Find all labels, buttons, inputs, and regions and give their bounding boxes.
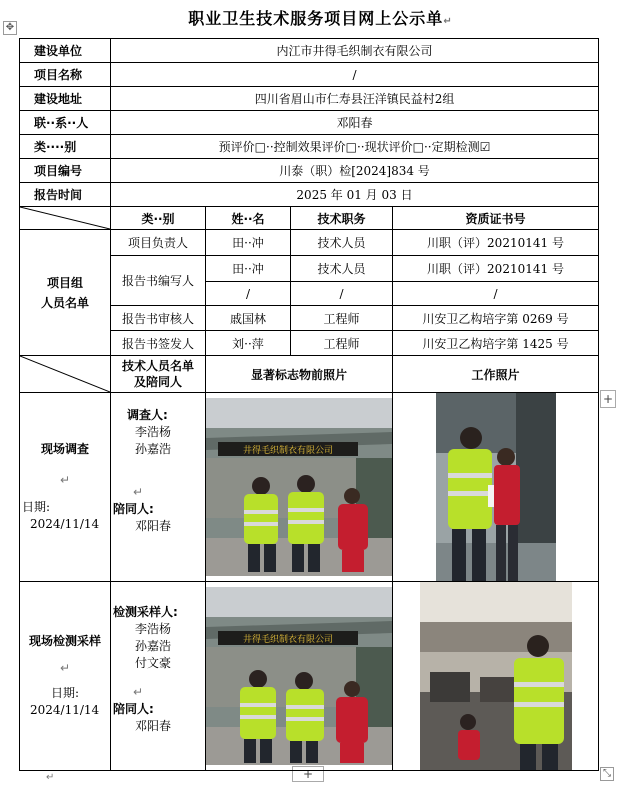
staff-title[interactable]: 工程师 bbox=[291, 331, 393, 356]
staff-header-category: 类··别 bbox=[111, 207, 206, 230]
add-column-button[interactable]: + bbox=[600, 390, 616, 408]
sampling-staff-cell: 检测采样人: 李浩杨 孙嘉浩 付文豪 ↵ 陪同人: 邓阳春 bbox=[111, 582, 206, 771]
sampling-work-photo[interactable] bbox=[420, 582, 572, 770]
sampler-name[interactable]: 付文豪 bbox=[135, 656, 172, 670]
page-title: 职业卫生技术服务项目网上公示单↵ bbox=[188, 9, 453, 28]
info-label: 项目编号 bbox=[20, 159, 111, 183]
diagonal-cell bbox=[20, 356, 111, 393]
diagonal-cell bbox=[20, 207, 111, 230]
info-row bbox=[20, 183, 599, 207]
staff-header-title: 技术职务 bbox=[291, 207, 393, 230]
survey-row bbox=[20, 393, 599, 582]
info-label: 建设地址 bbox=[20, 87, 111, 111]
info-row bbox=[20, 39, 599, 63]
sampler-name[interactable]: 孙嘉浩 bbox=[135, 639, 172, 653]
staff-title[interactable]: 技术人员 bbox=[291, 230, 393, 256]
staff-title[interactable]: 技术人员 bbox=[291, 256, 393, 282]
sampling-date: 2024/11/14 bbox=[30, 703, 100, 717]
info-row bbox=[20, 159, 599, 183]
staff-name[interactable]: 戚国林 bbox=[206, 306, 291, 331]
survey-label: 现场调查 bbox=[40, 442, 89, 456]
sampling-label-cell: 现场检测采样 ↵ 日期: 2024/11/14 bbox=[20, 582, 111, 771]
staff-cert[interactable]: 川职（评）20210141 号 bbox=[393, 256, 599, 282]
staff-role[interactable]: 项目负责人 bbox=[111, 230, 206, 256]
sampling-label: 现场检测采样 bbox=[28, 634, 101, 648]
companion-name[interactable]: 邓阳春 bbox=[135, 719, 172, 733]
info-label: 项目名称 bbox=[20, 63, 111, 87]
info-value[interactable]: 川泰（职）检[2024]834 号 bbox=[111, 159, 599, 183]
landmark-photo-header: 显著标志物前照片 bbox=[206, 356, 393, 393]
info-row bbox=[20, 87, 599, 111]
staff-name[interactable]: 刘··萍 bbox=[206, 331, 291, 356]
sampling-work-photo-cell[interactable] bbox=[393, 582, 599, 771]
staff-title[interactable]: 工程师 bbox=[291, 306, 393, 331]
investigator-name[interactable]: 孙嘉浩 bbox=[135, 442, 172, 456]
sign-text: 井得毛织制衣有限公司 bbox=[242, 446, 334, 456]
survey-landmark-photo[interactable] bbox=[206, 398, 393, 576]
companion-label: 陪同人: bbox=[113, 702, 154, 716]
staff-name[interactable]: 田··冲 bbox=[206, 230, 291, 256]
staff-name[interactable]: / bbox=[206, 282, 291, 306]
info-label: 建设单位 bbox=[20, 39, 111, 63]
survey-work-photo-cell[interactable] bbox=[393, 393, 599, 582]
companion-name[interactable]: 邓阳春 bbox=[135, 519, 172, 533]
photo-header-row bbox=[20, 356, 599, 393]
staff-cert[interactable]: 川安卫乙构培字第 0269 号 bbox=[393, 306, 599, 331]
sampling-date-label: 日期: bbox=[50, 686, 80, 700]
info-table bbox=[19, 38, 599, 771]
add-row-button[interactable]: + bbox=[292, 766, 324, 782]
staff-cert[interactable]: 川职（评）20210141 号 bbox=[393, 230, 599, 256]
table-move-handle[interactable]: ✥ bbox=[3, 21, 17, 35]
info-row bbox=[20, 135, 599, 159]
survey-staff-cell: 调查人: 李浩杨 孙嘉浩 ↵ 陪同人: 邓阳春 bbox=[111, 393, 206, 582]
survey-landmark-photo-cell[interactable] bbox=[206, 393, 393, 582]
info-value[interactable]: 2025 年 01 月 03 日 bbox=[111, 183, 599, 207]
staff-role[interactable]: 报告书编写人 bbox=[111, 256, 206, 306]
survey-date-label: 日期: bbox=[22, 500, 51, 514]
sign-text: 井得毛织制衣有限公司 bbox=[242, 635, 334, 645]
info-row bbox=[20, 63, 599, 87]
staff-list-header: 技术人员名单 及陪同人 bbox=[111, 356, 206, 393]
table-resize-handle[interactable]: ⤡ bbox=[600, 767, 614, 781]
info-label: 联··系··人 bbox=[20, 111, 111, 135]
staff-header-name: 姓··名 bbox=[206, 207, 291, 230]
info-row bbox=[20, 111, 599, 135]
work-photo-header: 工作照片 bbox=[393, 356, 599, 393]
staff-cert[interactable]: 川安卫乙构培字第 1425 号 bbox=[393, 331, 599, 356]
info-value[interactable]: 内江市井得毛织制衣有限公司 bbox=[111, 39, 599, 63]
staff-title[interactable]: / bbox=[291, 282, 393, 306]
category-checkboxes[interactable]: 预评价□··控制效果评价□··现状评价□··定期检测☑ bbox=[111, 135, 599, 159]
companion-label: 陪同人: bbox=[113, 502, 154, 516]
survey-label-cell: 现场调查 ↵ 日期: 2024/11/14 bbox=[20, 393, 111, 582]
staff-role[interactable]: 报告书审核人 bbox=[111, 306, 206, 331]
investigators-label: 调查人: bbox=[127, 408, 168, 422]
sampler-name[interactable]: 李浩杨 bbox=[135, 622, 172, 636]
staff-name[interactable]: 田··冲 bbox=[206, 256, 291, 282]
info-value[interactable]: 四川省眉山市仁寿县汪洋镇民益村2组 bbox=[111, 87, 599, 111]
staff-header-cert: 资质证书号 bbox=[393, 207, 599, 230]
staff-cert[interactable]: / bbox=[393, 282, 599, 306]
staff-role[interactable]: 报告书签发人 bbox=[111, 331, 206, 356]
end-mark: ↵ bbox=[46, 772, 55, 783]
samplers-label: 检测采样人: bbox=[113, 605, 178, 619]
survey-date: 2024/11/14 bbox=[30, 517, 100, 531]
sampling-row bbox=[20, 582, 599, 771]
info-label: 类····别 bbox=[20, 135, 111, 159]
staff-row bbox=[20, 230, 599, 256]
investigator-name[interactable]: 李浩杨 bbox=[135, 425, 172, 439]
info-label: 报告时间 bbox=[20, 183, 111, 207]
sampling-landmark-photo-cell[interactable] bbox=[206, 582, 393, 771]
survey-work-photo[interactable] bbox=[436, 393, 556, 581]
staff-group-label: 项目组 人员名单 bbox=[20, 230, 111, 356]
info-value[interactable]: 邓阳春 bbox=[111, 111, 599, 135]
sampling-landmark-photo[interactable] bbox=[206, 587, 393, 765]
staff-header-row bbox=[20, 207, 599, 230]
info-value[interactable]: / bbox=[111, 63, 599, 87]
